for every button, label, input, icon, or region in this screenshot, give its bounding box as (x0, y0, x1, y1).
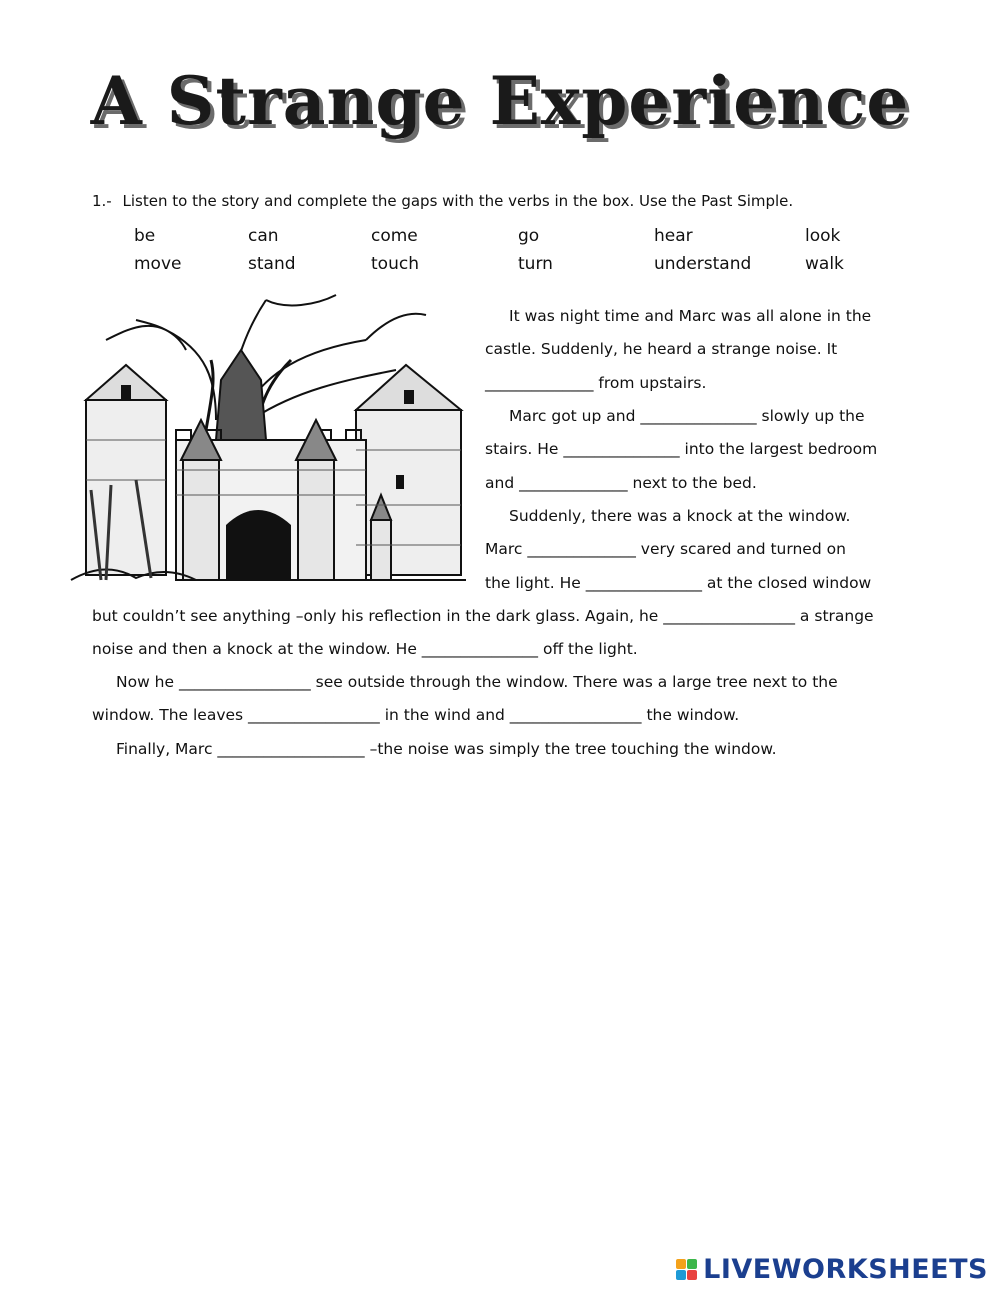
instruction-number: 1.- (92, 192, 112, 210)
verb-item: go (518, 226, 540, 246)
story-line: ______________ from upstairs. (485, 373, 707, 392)
verb-item: come (371, 226, 418, 246)
story-paragraph-2 (485, 400, 908, 500)
liveworksheets-brand-text: LIVEWORKSHEETS (703, 1253, 988, 1285)
verb-item: turn (518, 254, 553, 274)
story-line: stairs. He _______________ into the largest bedroom (485, 440, 878, 459)
liveworksheets-logo-icon (676, 1259, 697, 1280)
story-line: Marc got up and _______________ slowly up the (509, 407, 865, 425)
verb-item: understand (654, 254, 752, 274)
story-paragraph-3-continued (92, 600, 908, 667)
worksheet-title: A Strange Experience (90, 62, 910, 140)
story-paragraph-5 (92, 733, 908, 766)
story-line: Marc ______________ very scared and turned on (485, 540, 846, 559)
liveworksheets-logo (676, 1254, 988, 1284)
story-line: Finally, Marc ___________________ –the noise was simply the tree touching the window. (116, 740, 777, 758)
story-line: window. The leaves _________________ in the wind and _________________ the window. (92, 706, 740, 725)
haunted-castle-illustration (66, 290, 472, 590)
story-line: It was night time and Marc was all alone in the (509, 307, 872, 325)
verb-item: hear (654, 226, 693, 246)
instruction (92, 192, 793, 210)
instruction-text: Listen to the story and complete the gaps with the verbs in the box. Use the Past Simple. (122, 192, 794, 210)
story-line: Suddenly, there was a knock at the window. (509, 507, 851, 525)
verb-item: walk (805, 254, 844, 274)
story-paragraph-3 (485, 500, 908, 600)
story-line: noise and then a knock at the window. He _______________ off the light. (92, 640, 638, 659)
story-line: castle. Suddenly, he heard a strange noise. It (485, 340, 838, 359)
verb-item: be (134, 226, 156, 246)
story-line: Now he _________________ see outside through the window. There was a large tree next to the (116, 673, 838, 691)
story-paragraph-4 (92, 666, 908, 733)
verb-item: can (248, 226, 279, 246)
story-line: and ______________ next to the bed. (485, 473, 757, 492)
story-paragraph-1 (485, 300, 908, 400)
verb-item: move (134, 254, 182, 274)
story-line: but couldn’t see anything –only his reflection in the dark glass. Again, he _________________ a strange (92, 607, 874, 625)
verb-item: stand (248, 254, 296, 274)
verb-item: touch (371, 254, 419, 274)
verb-item: look (805, 226, 841, 246)
story-line: the light. He _______________ at the closed window (485, 573, 872, 592)
